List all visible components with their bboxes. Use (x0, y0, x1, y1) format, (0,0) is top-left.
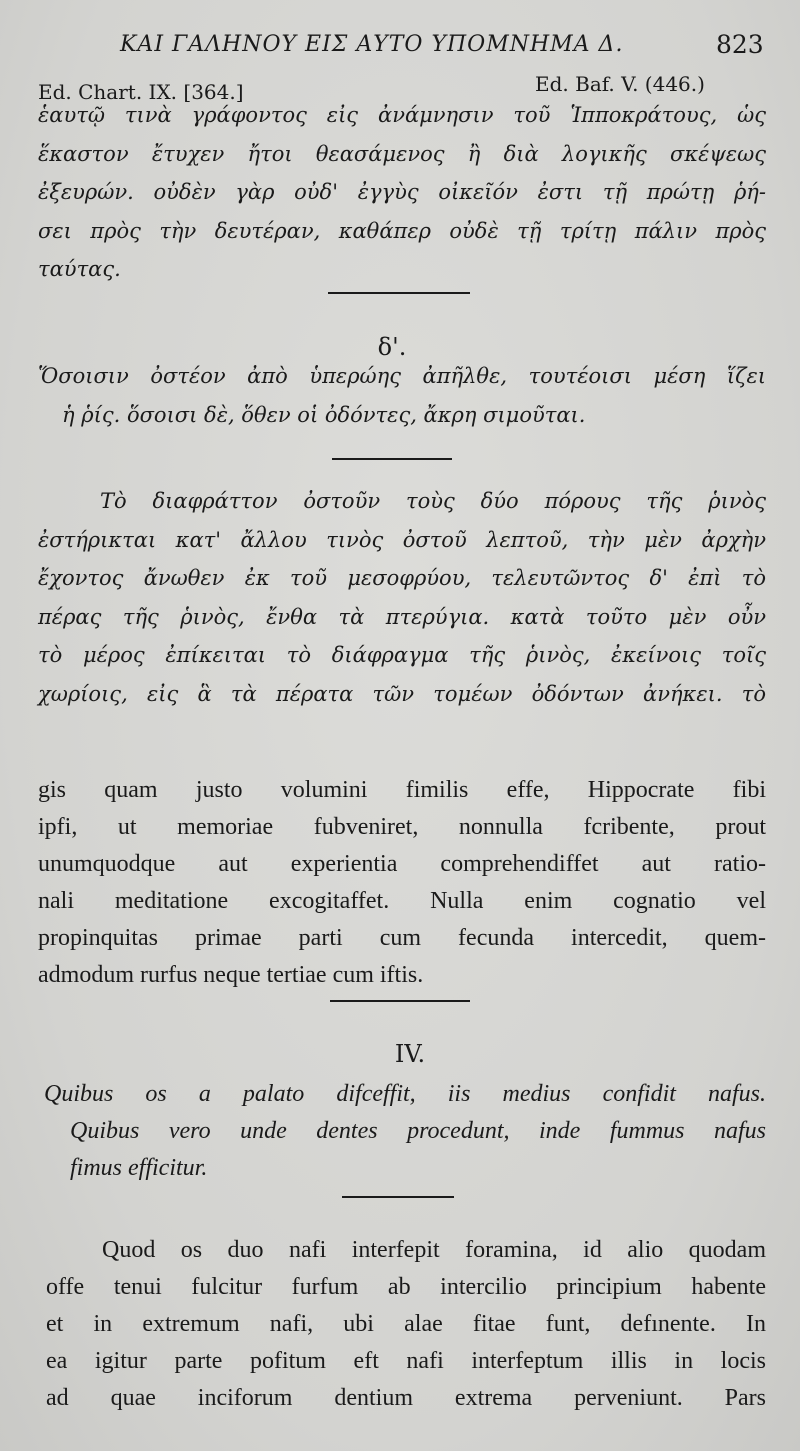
text-line: Quod os duo nafi interfepit foramina, id alio quodam (102, 1237, 766, 1263)
page-number: 823 (716, 30, 764, 59)
text-line: ea igitur parte pofitum eft nafi interfeptum illis in locis (46, 1348, 766, 1374)
text-line: τὸ μέρος ἐπίκειται τὸ διάφραγμα τῆς ῥινὸς, ἐκείνοις τοῖς (38, 643, 766, 667)
section-divider (328, 292, 470, 294)
text-line: ἐστήρικται κατ' ἄλλου τινὸς ὀστοῦ λεπτοῦ, τὴν μὲν ἀρχὴν (38, 527, 766, 552)
text-line: σει πρὸς τὴν δευτέραν, καθάπερ οὐδὲ τῇ τρίτῃ πάλιν πρὸς (38, 218, 766, 243)
text-line: admodum rurfus neque tertiae cum iftis. (38, 962, 424, 988)
text-line: unumquodque aut experientia comprehendiffet aut ratio- (38, 851, 766, 877)
text-line: ἕκαστον ἔτυχεν ἤτοι θεασάμενος ἢ διὰ λογικῆς σκέψεως (38, 141, 766, 166)
section-divider (330, 1000, 470, 1002)
greek-aphorism (38, 357, 766, 435)
text-line: ἑαυτῷ τινὰ γράφοντος εἰς ἀνάμνησιν τοῦ Ἱπποκράτους, ὡς (38, 103, 766, 127)
text-line: nali meditatione excogitaffet. Nulla enim cognatio vel (38, 888, 766, 914)
text-line: Quibus vero unde dentes procedunt, inde fummus nafus (70, 1118, 766, 1144)
text-line: Τὸ διαφράττον ὀστοῦν τοὺς δύο πόρους τῆς ῥινὸς (100, 489, 766, 513)
edition-reference-basel: Ed. Baf. V. (446.) (535, 72, 705, 96)
text-line: et in extremum nafi, ubi alae fitae funt, defınente. In (46, 1311, 766, 1337)
latin-aphorism (38, 1076, 766, 1187)
aphorism-number-greek: δ'. (377, 333, 407, 361)
text-line: gis quam justo volumini fimilis effe, Hippocrate fibi (38, 777, 766, 803)
greek-commentary-continuation (38, 96, 766, 289)
latin-commentary (46, 1232, 766, 1417)
text-line: fimus efficitur. (70, 1155, 208, 1181)
running-head: ΚΑΙ ΓΑΛΗΝΟΥ ΕΙΣ ΑΥΤΟ ΥΠΟΜΝΗΜΑ Δ. (120, 32, 624, 57)
text-line: πέρας τῆς ῥινὸς, ἔνθα τὰ πτερύγια. κατὰ τοῦτο μὲν οὖν (38, 604, 766, 629)
text-line: ἔχοντος ἄνωθεν ἐκ τοῦ μεσοφρύου, τελευτῶντος δ' ἐπὶ τὸ (38, 566, 766, 590)
text-line: Quibus os a palato difceffit, iis medius confidit nafus. (44, 1081, 766, 1107)
text-line: ad quae inciforum dentium extrema perveniunt. Pars (46, 1385, 766, 1411)
text-line: offe tenui fulcitur furfum ab intercilio principium habente (46, 1274, 766, 1300)
text-line: ἡ ῥίς. ὅσοισι δὲ, ὅθεν οἱ ὀδόντες, ἄκρη σιμοῦται. (62, 403, 586, 427)
edition-reference-chartier: Ed. Chart. IX. [364.] (38, 80, 244, 104)
text-line: χωρίοις, εἰς ἃ τὰ πέρατα τῶν τομέων ὀδόντων ἀνήκει. τὸ (38, 681, 766, 706)
section-divider (342, 1196, 454, 1198)
latin-commentary-continuation (38, 772, 766, 994)
text-line: ταύτας. (38, 257, 121, 281)
section-divider (332, 458, 452, 460)
greek-commentary (38, 482, 766, 713)
aphorism-number-latin: IV. (394, 1040, 426, 1068)
text-line: Ὅσοισιν ὀστέον ἀπὸ ὑπερώης ἀπῆλθε, τουτέοισι μέση ἵζει (38, 364, 766, 388)
text-line: ἐξευρών. οὐδὲν γὰρ οὐδ' ἐγγὺς οἰκεῖόν ἐστι τῇ πρώτῃ ῥή- (38, 180, 766, 204)
text-line: propinquitas primae parti cum fecunda intercedit, quem- (38, 925, 766, 951)
text-line: ipfi, ut memoriae fubveniret, nonnulla fcribente, prout (38, 814, 766, 840)
